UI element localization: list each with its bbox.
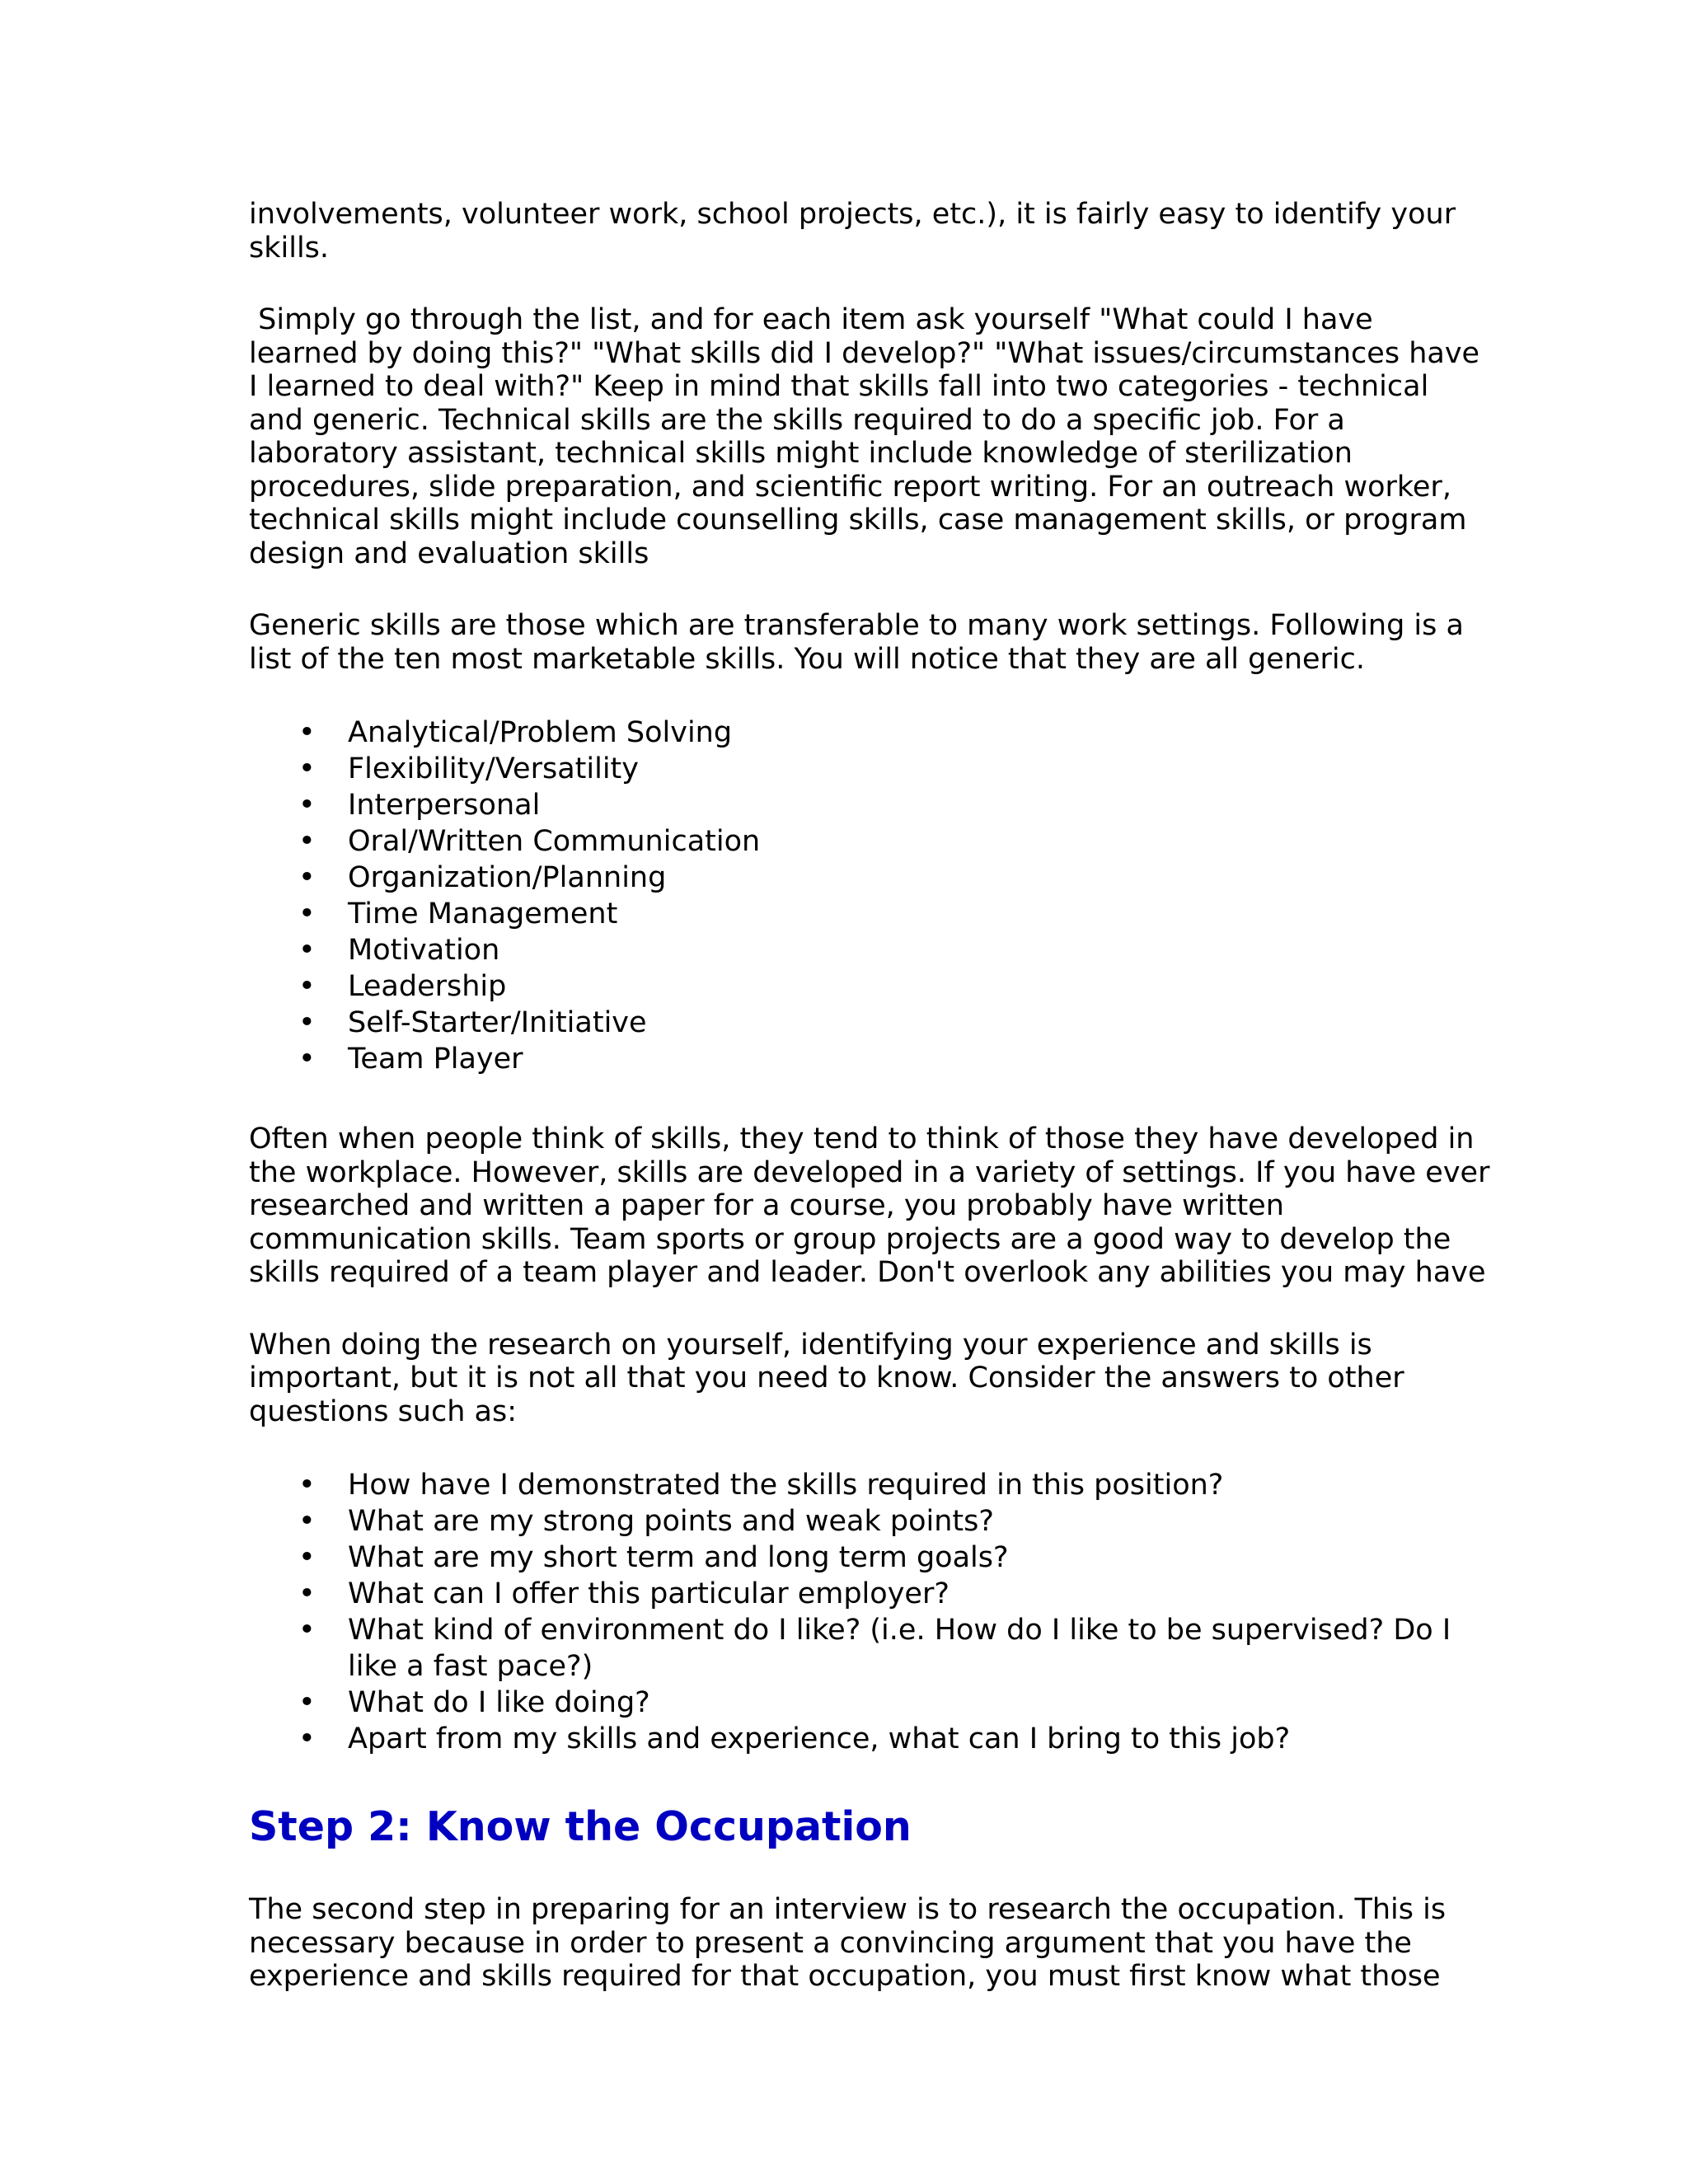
list-item-text: How have I demonstrated the skills required in this position? [348,1469,1224,1502]
text-line: skills. [249,231,330,265]
section-heading: Step 2: Know the Occupation [249,1803,912,1850]
text-line: necessary because in order to present a convincing argument that you have the [249,1926,1412,1960]
document-body [249,198,1490,2032]
text-line: questions such as: [249,1394,518,1428]
bullet-icon: • [298,1722,316,1755]
list-item-text: What are my short term and long term goals? [348,1541,1009,1574]
bullet-icon: • [298,1577,316,1610]
text-line: The second step in preparing for an interview is to research the occupation. This is [249,1893,1447,1926]
list-item [249,1576,1452,1612]
text-line: experience and skills required for that occupation, you must first know what those [249,1960,1441,1993]
list-item-text: Time Management [348,898,618,930]
text-line: Simply go through the list, and for each item ask yourself "What could I have [249,303,1373,336]
paragraph-generic-skills [249,609,1464,676]
list-item-text: Self-Starter/Initiative [348,1006,647,1039]
text-line: important, but it is not all that you need to know. Consider the answers to other [249,1361,1404,1394]
list-item [249,787,1452,823]
bullet-icon: • [298,789,316,822]
list-item [249,860,1452,896]
text-line: technical skills might include counselling skills, case management skills, or program [249,504,1467,537]
bullet-icon: • [298,1686,316,1719]
list-item [249,715,1452,751]
list-item [249,932,1452,968]
list-item-text: Leadership [348,970,507,1003]
list-item [249,968,1452,1005]
bullet-icon: • [298,825,316,858]
paragraph-self-research [249,1329,1452,1429]
bullet-icon: • [298,898,316,930]
paragraph-skill-categories [249,303,1480,570]
paragraph-skills-intro [249,198,1456,265]
list-item [249,751,1452,787]
list-item-text: What are my strong points and weak points? [348,1505,994,1538]
text-line: involvements, volunteer work, school projects, etc.), it is fairly easy to identify your [249,198,1456,231]
bullet-icon: • [298,1505,316,1538]
list-item [249,1540,1452,1576]
marketable-skills-list [249,715,1452,1077]
list-item [249,1041,1452,1077]
list-item [249,1721,1452,1757]
text-line: and generic. Technical skills are the skills required to do a specific job. For a [249,403,1345,437]
bullet-icon: • [298,861,316,894]
paragraph-occupation-research [249,1893,1452,1994]
list-item-text: Organization/Planning [348,861,667,894]
text-line: Generic skills are those which are transferable to many work settings. Following is a [249,609,1464,642]
text-line: list of the ten most marketable skills. You will notice that they are all generic. [249,642,1366,676]
text-line: the workplace. However, skills are developed in a variety of settings. If you have ever [249,1155,1490,1189]
text-line: I learned to deal with?" Keep in mind that skills fall into two categories - technical [249,370,1429,403]
text-line: communication skills. Team sports or group projects are a good way to develop the [249,1222,1451,1256]
text-line: researched and written a paper for a course, you probably have written [249,1189,1284,1222]
list-item-text: What can I offer this particular employer? [348,1577,950,1610]
bullet-icon: • [298,1006,316,1039]
list-item [249,1503,1452,1540]
paragraph-skill-settings [249,1122,1490,1290]
list-item-text: Flexibility/Versatility [348,752,639,785]
list-item-text: What do I like doing? [348,1686,650,1719]
list-item-text: What kind of environment do I like? (i.e. How do I like to be supervised? Do I [348,1614,1451,1647]
list-item-text: Interpersonal [348,789,541,822]
text-line: skills required of a team player and leader. Don't overlook any abilities you may have [249,1256,1486,1289]
bullet-icon: • [298,1541,316,1574]
text-line: laboratory assistant, technical skills might include knowledge of sterilization [249,437,1353,470]
self-questions-list [249,1467,1452,1757]
list-item [249,896,1452,932]
list-item-text: Apart from my skills and experience, what can I bring to this job? [348,1722,1291,1755]
list-item [249,1685,1452,1721]
bullet-icon: • [298,934,316,967]
bullet-icon: • [298,970,316,1003]
list-item-text: like a fast pace?) [348,1650,593,1683]
list-item [249,1467,1452,1503]
text-line: learned by doing this?" "What skills did I develop?" "What issues/circumstances have [249,336,1480,370]
text-line: design and evaluation skills [249,537,649,570]
text-line: procedures, slide preparation, and scientific report writing. For an outreach worker, [249,470,1451,504]
list-item [249,1612,1452,1685]
list-item-text: Motivation [348,934,500,967]
list-item [249,823,1452,860]
bullet-icon: • [298,1614,316,1647]
list-item [249,1005,1452,1041]
list-item-text: Oral/Written Communication [348,825,761,858]
bullet-icon: • [298,1043,316,1076]
list-item-text: Team Player [348,1043,523,1076]
text-line: When doing the research on yourself, identifying your experience and skills is [249,1328,1372,1361]
text-line: Often when people think of skills, they tend to think of those they have developed in [249,1122,1475,1155]
list-item-text: Analytical/Problem Solving [348,716,733,749]
bullet-icon: • [298,716,316,749]
bullet-icon: • [298,1469,316,1502]
bullet-icon: • [298,752,316,785]
